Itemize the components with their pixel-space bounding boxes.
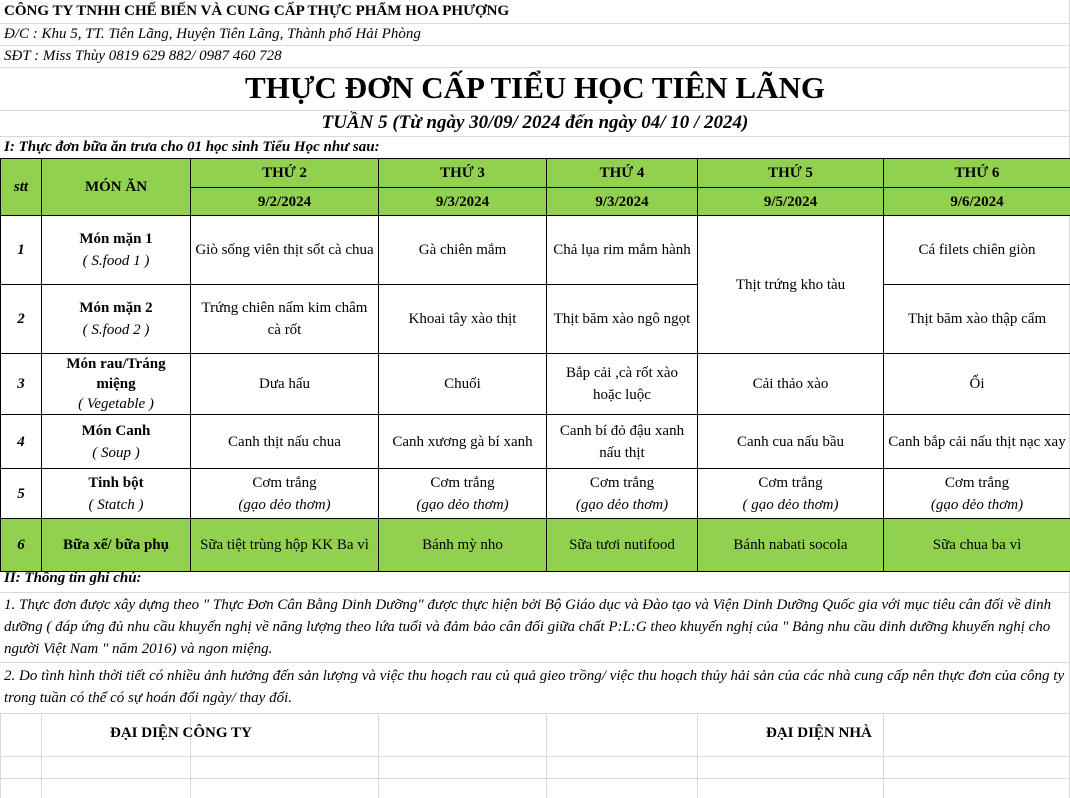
menu-cell: Ổi	[884, 354, 1070, 415]
menu-cell: Bánh mỳ nho	[379, 519, 547, 572]
menu-cell-merged: Thịt trứng kho tàu	[698, 216, 884, 354]
row-number: 3	[1, 354, 42, 415]
menu-cell	[884, 469, 1070, 519]
menu-cell: Dưa hấu	[191, 354, 379, 415]
menu-cell	[547, 469, 698, 519]
menu-cell-sub: (gạo dẻo thơm)	[575, 496, 669, 513]
date-header-fri: 9/6/2024	[884, 188, 1070, 216]
menu-cell: Thịt băm xào thập cẩm	[884, 285, 1070, 354]
menu-cell: Canh xương gà bí xanh	[379, 415, 547, 469]
dish-category-sub: ( S.food 1 )	[82, 253, 150, 269]
dish-category-name: Bữa xế/ bữa phụ	[42, 519, 191, 572]
menu-cell-main: Cơm trắng	[944, 474, 1010, 491]
company-name: CÔNG TY TNHH CHẾ BIẾN VÀ CUNG CẤP THỰC PHẨM HOA PHƯỢNG	[4, 3, 510, 19]
row-number: 4	[1, 415, 42, 469]
menu-cell: Chuối	[379, 354, 547, 415]
dish-category-sub: ( Vegetable )	[78, 396, 154, 412]
day-header-thu: THỨ 5	[698, 159, 884, 188]
row-number: 1	[1, 216, 42, 285]
day-header-mon: THỨ 2	[191, 159, 379, 188]
menu-cell: Gà chiên mắm	[379, 216, 547, 285]
menu-cell: Canh bắp cải nấu thịt nạc xay	[884, 415, 1070, 469]
menu-cell: Cải thảo xào	[698, 354, 884, 415]
note-1: 1. Thực đơn được xây dựng theo " Thực Đơn Cân Bằng Dinh Dưỡng" được thực hiện bởi Bộ Giáo dục và Đào tạo và Viện Dinh Dưỡng Quốc gia với mục tiêu cân đối về dinh dưỡng ( đáp ứng đủ nhu cầu khuyến nghị về năng lượng theo lứa tuổi và đảm bảo cân đối giữa chất P:L:G theo khuyến nghị của " Bảng nhu cầu dinh dưỡng khuyến nghị cho người Việt Nam " năm 2016) và ngon miệng.	[4, 597, 1052, 657]
menu-cell-main: Cơm trắng	[589, 474, 655, 491]
menu-cell-main: Cơm trắng	[430, 474, 495, 491]
menu-cell: Khoai tây xào thịt	[379, 285, 547, 354]
dish-header: MÓN ĂN	[42, 159, 191, 216]
dish-category-name: Món rau/Tráng miệng	[66, 356, 166, 392]
table-row	[1, 216, 1070, 285]
row-number: 2	[1, 285, 42, 354]
menu-cell-sub: ( gạo dẻo thơm)	[742, 496, 839, 513]
dish-category-name: Món mặn 1	[79, 231, 153, 247]
day-header-tue: THỨ 3	[379, 159, 547, 188]
menu-cell	[191, 469, 379, 519]
day-header-wed: THỨ 4	[547, 159, 698, 188]
dish-category	[42, 285, 191, 354]
table-row	[1, 285, 1070, 354]
dish-category-sub: ( S.food 2 )	[82, 322, 150, 338]
menu-cell-main: Cơm trắng	[252, 474, 317, 491]
menu-cell: Sữa tươi nutifood	[547, 519, 698, 572]
table-row	[1, 415, 1070, 469]
date-header-tue: 9/3/2024	[379, 188, 547, 216]
row-number: 6	[1, 519, 42, 572]
table-row	[1, 469, 1070, 519]
row-number: 5	[1, 469, 42, 519]
menu-cell-sub: (gạo dẻo thơm)	[930, 496, 1024, 513]
menu-cell	[698, 469, 884, 519]
date-header-wed: 9/3/2024	[547, 188, 698, 216]
menu-cell: Thịt băm xào ngô ngọt	[547, 285, 698, 354]
day-header-fri: THỨ 6	[884, 159, 1070, 188]
section-1-label: I: Thực đơn bữa ăn trưa cho 01 học sinh Tiểu Học như sau:	[4, 139, 380, 155]
company-address: Đ/C : Khu 5, TT. Tiên Lãng, Huyện Tiên Lãng, Thành phố Hải Phòng	[4, 26, 421, 42]
signature-company: ĐẠI DIỆN CÔNG TY	[110, 725, 252, 741]
dish-category	[42, 415, 191, 469]
table-row	[1, 354, 1070, 415]
date-header-thu: 9/5/2024	[698, 188, 884, 216]
dish-category-sub: ( Statch )	[88, 496, 144, 513]
menu-cell: Sữa tiệt trùng hộp KK Ba vì	[191, 519, 379, 572]
menu-cell: Canh cua nấu bầu	[698, 415, 884, 469]
table-row	[1, 519, 1070, 572]
menu-cell: Bánh nabati socola	[698, 519, 884, 572]
menu-cell: Canh bí đỏ đậu xanh nấu thịt	[547, 415, 698, 469]
dish-category-name: Món mặn 2	[79, 300, 153, 316]
menu-cell: Chả lụa rim mắm hành	[547, 216, 698, 285]
menu-cell: Giò sống viên thịt sốt cà chua	[191, 216, 379, 285]
dish-category	[42, 354, 191, 415]
menu-cell: Cá filets chiên giòn	[884, 216, 1070, 285]
date-header-mon: 9/2/2024	[191, 188, 379, 216]
menu-cell-main: Cơm trắng	[758, 474, 823, 491]
menu-cell: Sữa chua ba vì	[884, 519, 1070, 572]
dish-category	[42, 469, 191, 519]
dish-category	[42, 216, 191, 285]
menu-cell: Trứng chiên nấm kim châm cà rốt	[191, 285, 379, 354]
menu-cell: Canh thịt nấu chua	[191, 415, 379, 469]
week-subtitle: TUẦN 5 (Từ ngày 30/09/ 2024 đến ngày 04/ 10 / 2024)	[321, 112, 749, 133]
page-title: THỰC ĐƠN CẤP TIỂU HỌC TIÊN LÃNG	[245, 70, 825, 105]
menu-cell-sub: (gạo dẻo thơm)	[238, 496, 331, 513]
dish-category-name: Tinh bột	[88, 474, 144, 491]
menu-cell: Bắp cải ,cà rốt xào hoặc luộc	[547, 354, 698, 415]
signature-school: ĐẠI DIỆN NHÀ	[766, 725, 872, 741]
company-phone: SĐT : Miss Thùy 0819 629 882/ 0987 460 728	[4, 48, 282, 64]
dish-category-name: Món Canh	[81, 422, 151, 439]
menu-cell	[379, 469, 547, 519]
stt-header: stt	[1, 159, 42, 216]
menu-table	[0, 158, 1070, 572]
dish-category-sub: ( Soup )	[92, 444, 140, 461]
section-2-label: II: Thông tin ghi chú:	[4, 570, 142, 586]
note-2: 2. Do tình hình thời tiết có nhiều ảnh hưởng đến sản lượng và việc thu hoạch rau củ quả gieo trồng/ việc thu hoạch thủy hải sản của các nhà cung cấp nên thực đơn của công ty trong tuần có thể có sự hoán đổi ngày/ thay đổi.	[4, 668, 1065, 706]
menu-cell-sub: (gạo dẻo thơm)	[416, 496, 509, 513]
